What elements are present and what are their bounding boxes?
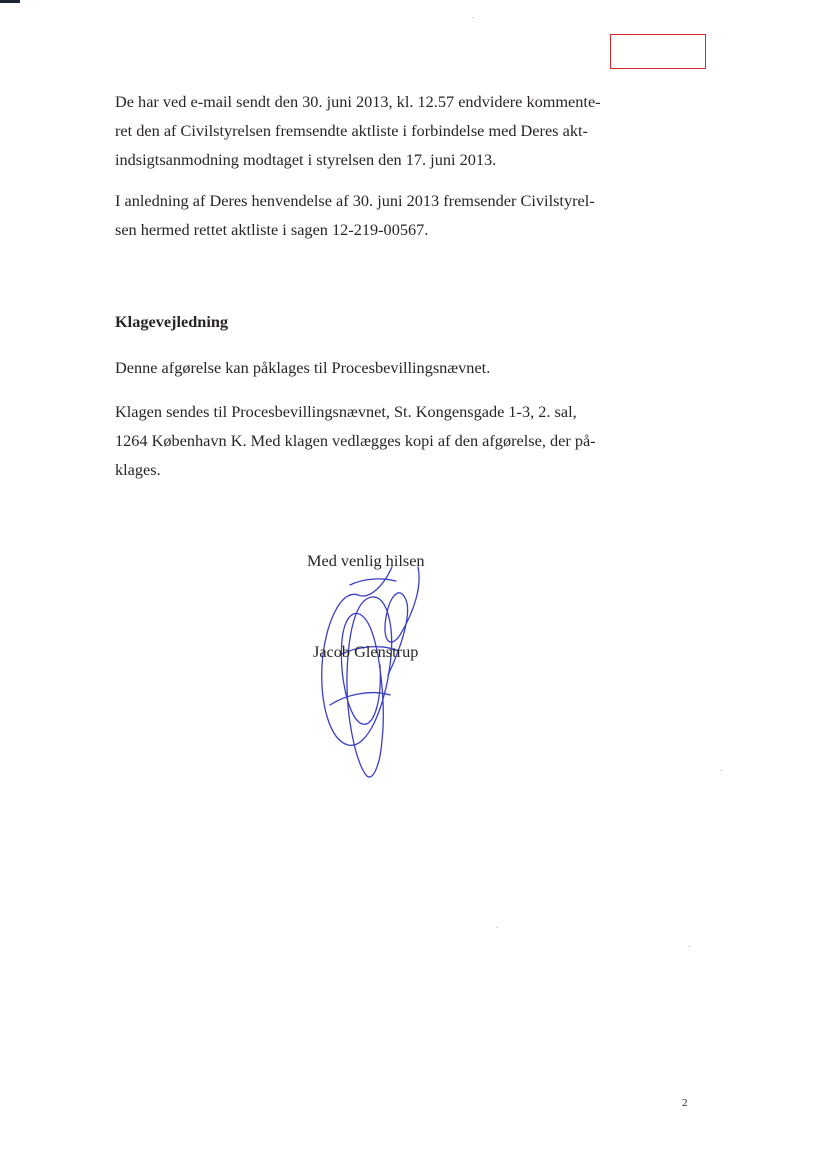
text-line: ret den af Civilstyrelsen fremsendte aktliste i forbindelse med Deres akt- [115, 121, 588, 140]
paragraph-corrected-list [115, 186, 635, 244]
scan-speck [720, 770, 722, 771]
text-line: Denne afgørelse kan påklages til Procesbevillingsnævnet. [115, 358, 491, 377]
scan-speck [496, 927, 498, 928]
text-line: De har ved e-mail sendt den 30. juni 2013, kl. 12.57 endvidere kommente- [115, 92, 601, 111]
handwritten-signature [300, 555, 440, 785]
closing-greeting: Med venlig hilsen [307, 551, 425, 570]
stamp-box [610, 34, 706, 69]
text-line: I anledning af Deres henvendelse af 30. juni 2013 fremsender Civilstyrel- [115, 191, 595, 210]
text-line: Klagen sendes til Procesbevillingsnævnet, St. Kongensgade 1-3, 2. sal, [115, 402, 577, 421]
page-number: 2 [682, 1097, 688, 1109]
paragraph-email-comment [115, 87, 635, 174]
text-line: klages. [115, 460, 161, 479]
scan-speck [688, 946, 690, 947]
text-line: 1264 København K. Med klagen vedlægges kopi af den afgørelse, der på- [115, 431, 596, 450]
text-line: indsigtsanmodning modtaget i styrelsen den 17. juni 2013. [115, 150, 497, 169]
section-heading: Klagevejledning [115, 312, 229, 331]
paragraph-appeal-info [115, 353, 635, 382]
paragraph-appeal-address [115, 397, 635, 484]
signer-name: Jacob Glenstrup [313, 642, 419, 661]
scan-speck [472, 17, 474, 18]
scan-corner-mark [0, 0, 20, 3]
text-line: sen hermed rettet aktliste i sagen 12-219-00567. [115, 220, 429, 239]
